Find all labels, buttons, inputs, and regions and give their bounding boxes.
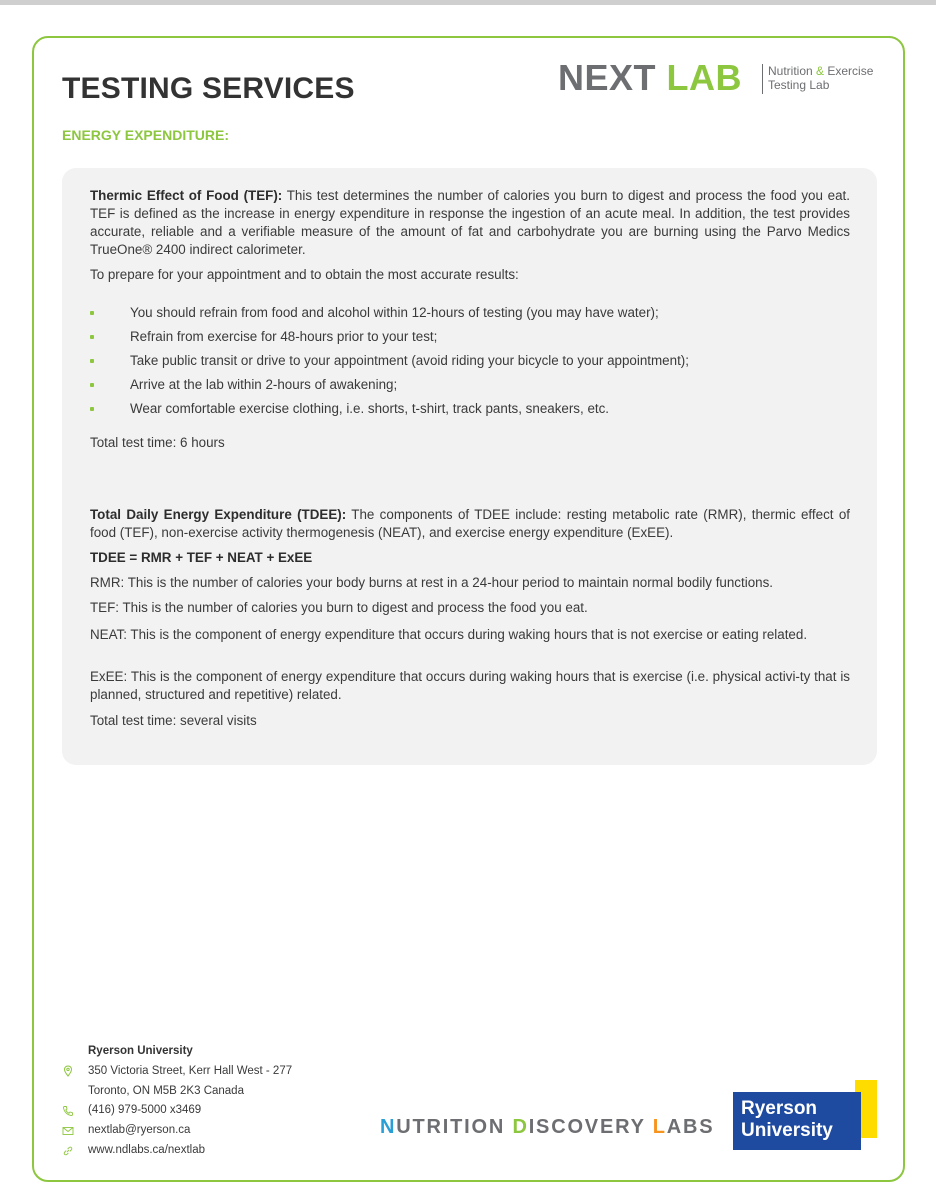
ndl-utrition: UTRITION bbox=[396, 1116, 513, 1138]
tdee-neat: NEAT: This is the component of energy expenditure that occurs during waking hours that is not exercise or eating related. bbox=[90, 627, 808, 642]
tef-total-time: Total test time: 6 hours bbox=[90, 435, 225, 450]
location-pin-icon bbox=[62, 1065, 74, 1077]
phone-icon bbox=[62, 1105, 74, 1117]
ryerson-logo-line1: Ryerson bbox=[741, 1098, 818, 1119]
ndl-iscovery: ISCOVERY bbox=[528, 1116, 653, 1138]
footer-website[interactable]: www.ndlabs.ca/nextlab bbox=[88, 1144, 205, 1156]
logo-ne: NE bbox=[558, 57, 610, 98]
list-item: You should refrain from food and alcohol within 12-hours of testing (you may have water); bbox=[90, 304, 850, 322]
logo-lab: LAB bbox=[666, 57, 743, 98]
list-item: Take public transit or drive to your appointment (avoid riding your bicycle to your appointment); bbox=[90, 352, 850, 370]
tdee-rmr: RMR: This is the number of calories your body burns at rest in a 24-hour period to maintain normal bodily functions. bbox=[90, 575, 774, 590]
footer-email[interactable]: nextlab@ryerson.ca bbox=[88, 1124, 191, 1136]
tef-description: This test determines the number of calories you burn to digest and process the food you eat. TEF is defined as the increase in energy expenditure in response the ingestion of an acute meal. In addition, the test provides accurate, reliable and a verifiable measure of the amount of fat and carbohydrate you are burning using the Parvo Medics TrueOne® 2400 indirect calorimeter. bbox=[90, 188, 850, 257]
tef-heading: Thermic Effect of Food (TEF): bbox=[90, 188, 283, 203]
ndl-abs: ABS bbox=[666, 1116, 715, 1138]
ndl-d: D bbox=[512, 1116, 529, 1138]
logo-subtitle bbox=[768, 64, 873, 92]
tdee-paragraph bbox=[90, 506, 850, 542]
ryerson-logo-line2: University bbox=[741, 1120, 833, 1141]
logo-sub-b: Exercise bbox=[824, 64, 874, 78]
link-icon bbox=[62, 1145, 74, 1157]
ryerson-university-logo bbox=[733, 1080, 877, 1150]
ndl-n: N bbox=[380, 1116, 397, 1138]
list-item: Wear comfortable exercise clothing, i.e. shorts, t-shirt, track pants, sneakers, etc. bbox=[90, 400, 850, 418]
next-lab-logo bbox=[558, 58, 888, 100]
footer-phone: (416) 979-5000 x3469 bbox=[88, 1104, 202, 1116]
logo-wordmark bbox=[558, 58, 742, 98]
tdee-description: The components of TDEE include: resting metabolic rate (RMR), thermic effect of food (TEF), non-exercise activity thermogenesis (NEAT), and exercise energy expenditure (ExEE). bbox=[90, 507, 850, 540]
logo-t: T bbox=[633, 57, 657, 98]
footer-address-line1: 350 Victoria Street, Kerr Hall West - 277 bbox=[88, 1065, 293, 1077]
footer-address-line2: Toronto, ON M5B 2K3 Canada bbox=[88, 1085, 244, 1097]
email-icon bbox=[62, 1125, 74, 1137]
tdee-formula: TDEE = RMR + TEF + NEAT + ExEE bbox=[90, 550, 313, 565]
list-item: Refrain from exercise for 48-hours prior to your test; bbox=[90, 328, 850, 346]
top-rule bbox=[0, 0, 936, 5]
logo-sub-a: Nutrition bbox=[768, 64, 817, 78]
logo-sub-amp: & bbox=[816, 64, 825, 78]
ndl-l: L bbox=[652, 1116, 667, 1138]
tdee-exee: ExEE: This is the component of energy expenditure that occurs during waking hours that is exercise (i.e. physical activi-ty that is planned, structured and repetitive) related. bbox=[90, 669, 850, 702]
tdee-heading: Total Daily Energy Expenditure (TDEE): bbox=[90, 507, 347, 522]
footer-org: Ryerson University bbox=[88, 1045, 193, 1057]
logo-sub-line2: Testing Lab bbox=[768, 78, 830, 92]
logo-x: X bbox=[609, 57, 634, 98]
tdee-tef: TEF: This is the number of calories you burn to digest and process the food you eat. bbox=[90, 600, 588, 615]
list-item: Arrive at the lab within 2-hours of awakening; bbox=[90, 376, 850, 394]
section-title: ENERGY EXPENDITURE: bbox=[62, 127, 229, 143]
nutrition-discovery-labs-logo bbox=[380, 1116, 714, 1139]
tef-prep-list bbox=[90, 304, 850, 424]
tdee-total-time: Total test time: several visits bbox=[90, 713, 257, 728]
tef-prep-intro: To prepare for your appointment and to obtain the most accurate results: bbox=[90, 267, 519, 282]
logo-divider bbox=[762, 64, 763, 94]
page-title: TESTING SERVICES bbox=[62, 72, 355, 105]
ryerson-logo-text bbox=[741, 1098, 833, 1142]
tef-paragraph bbox=[90, 187, 850, 259]
